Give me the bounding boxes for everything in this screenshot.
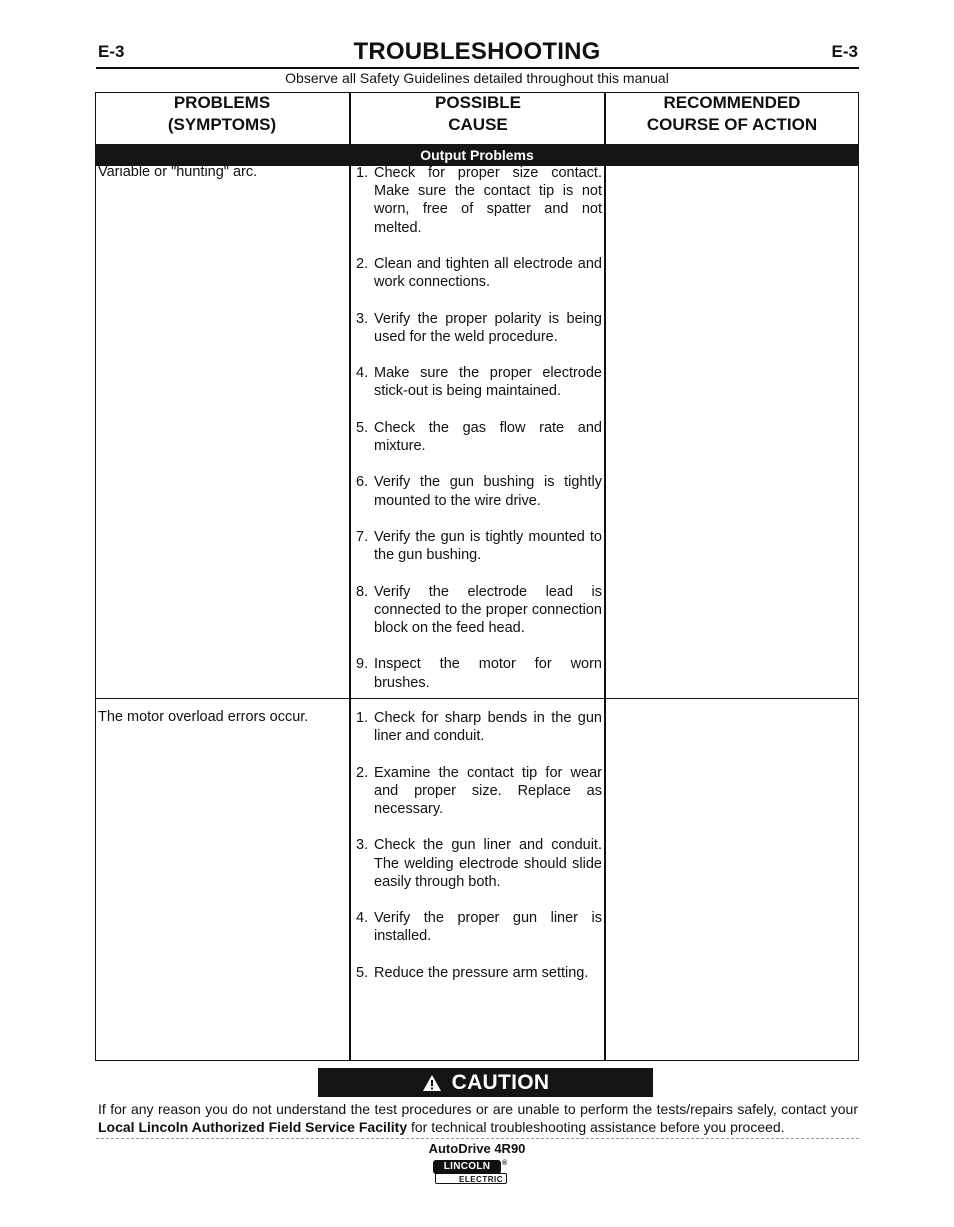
cause-text: Check for sharp bends in the gun liner and conduit. [374, 710, 602, 745]
cause-item [356, 836, 602, 891]
cause-number: 7. [356, 528, 369, 545]
cause-text: Verify the electrode lead is connected to the proper connection block on the feed head. [374, 583, 602, 636]
column-header-action-line1: RECOMMENDED [663, 93, 801, 112]
caution-text [98, 1100, 858, 1136]
cause-item [356, 255, 602, 291]
cause-text: Reduce the pressure arm setting. [374, 964, 589, 981]
cause-item [356, 964, 602, 982]
cause-number: 5. [356, 419, 369, 436]
safety-note: Observe all Safety Guidelines detailed throughout this manual [285, 70, 669, 86]
model-name: AutoDrive 4R90 [428, 1141, 526, 1156]
cause-number: 2. [356, 256, 369, 272]
footer-rule [96, 1138, 859, 1139]
column-header-problems-line1: PROBLEMS [173, 93, 271, 112]
cause-item [356, 419, 602, 455]
cause-text: Verify the proper gun liner is installed. [374, 910, 602, 945]
column-header-cause [351, 92, 605, 145]
cause-item [356, 583, 602, 638]
cause-number: 8. [356, 583, 369, 600]
cause-item [356, 764, 602, 819]
cause-list [356, 164, 602, 710]
cause-text: Examine the contact tip for wear and proper size. Replace as necessary. [374, 764, 602, 817]
caution-banner [318, 1068, 653, 1097]
cause-text: Verify the proper polarity is being used for the weld procedure. [374, 310, 602, 345]
cause-item [356, 364, 602, 400]
cause-text: Verify the gun bushing is tightly mounted to the wire drive. [374, 474, 602, 509]
cause-item [356, 164, 602, 237]
cause-item [356, 528, 602, 564]
cause-number: 4. [356, 910, 369, 927]
symptom-text: The motor overload errors occur. [98, 709, 309, 725]
cause-number: 2. [356, 764, 369, 781]
cause-item [356, 709, 602, 745]
cause-number: 4. [356, 365, 369, 382]
section-header: Output Problems [95, 145, 859, 165]
column-header-cause-line1: POSSIBLE [435, 93, 521, 112]
logo-registered-mark: ® [502, 1160, 508, 1167]
cause-number: 3. [356, 310, 369, 327]
caution-label: CAUTION [451, 1070, 550, 1094]
cause-number: 5. [356, 964, 369, 981]
column-divider [349, 165, 351, 1061]
cause-list [356, 709, 602, 1000]
cause-number: 9. [356, 656, 369, 673]
page-code-left: E-3 [98, 42, 125, 61]
lincoln-electric-logo [433, 1160, 510, 1186]
cause-item [356, 310, 602, 346]
cause-text: Check the gun liner and conduit. The welding electrode should slide easily through both. [374, 837, 602, 890]
logo-top-text: LINCOLN [433, 1160, 501, 1174]
column-header-problems [95, 92, 349, 145]
page-title: TROUBLESHOOTING [353, 38, 601, 65]
caution-text-before: If for any reason you do not understand the test procedures or are unable to perform the tests/repairs safely, contact your [98, 1101, 858, 1117]
column-divider [604, 165, 606, 1061]
cause-text: Inspect the motor for worn brushes. [374, 656, 602, 691]
logo-bottom-text: ELECTRIC [435, 1173, 507, 1184]
service-facility-text: Local Lincoln Authorized Field Service Facility [98, 1119, 408, 1135]
cause-item [356, 655, 602, 691]
cause-text: Check the gas flow rate and mixture. [374, 419, 602, 454]
cause-number: 1. [356, 165, 369, 181]
cause-text: Clean and tighten all electrode and work connections. [374, 256, 602, 291]
page-code-right: E-3 [831, 42, 858, 61]
cause-text: Check for proper size contact. Make sure the contact tip is not worn, free of spatter and not melted. [374, 165, 602, 236]
column-header-action [605, 92, 859, 145]
column-header-action-line2: COURSE OF ACTION [646, 115, 818, 134]
cause-number: 1. [356, 710, 369, 726]
title-rule [96, 67, 859, 69]
column-header-problems-line2: (SYMPTOMS) [167, 115, 277, 134]
warning-triangle-icon [422, 1074, 442, 1092]
cause-item [356, 909, 602, 945]
cause-number: 3. [356, 837, 369, 854]
cause-item [356, 473, 602, 509]
cause-text: Make sure the proper electrode stick-out is being maintained. [374, 365, 602, 400]
cause-number: 6. [356, 474, 369, 491]
column-header-cause-line2: CAUSE [448, 115, 508, 134]
symptom-text: Variable or "hunting" arc. [98, 164, 258, 180]
cause-text: Verify the gun is tightly mounted to the gun bushing. [374, 528, 602, 564]
caution-text-after: for technical troubleshooting assistance before you proceed. [411, 1119, 785, 1135]
